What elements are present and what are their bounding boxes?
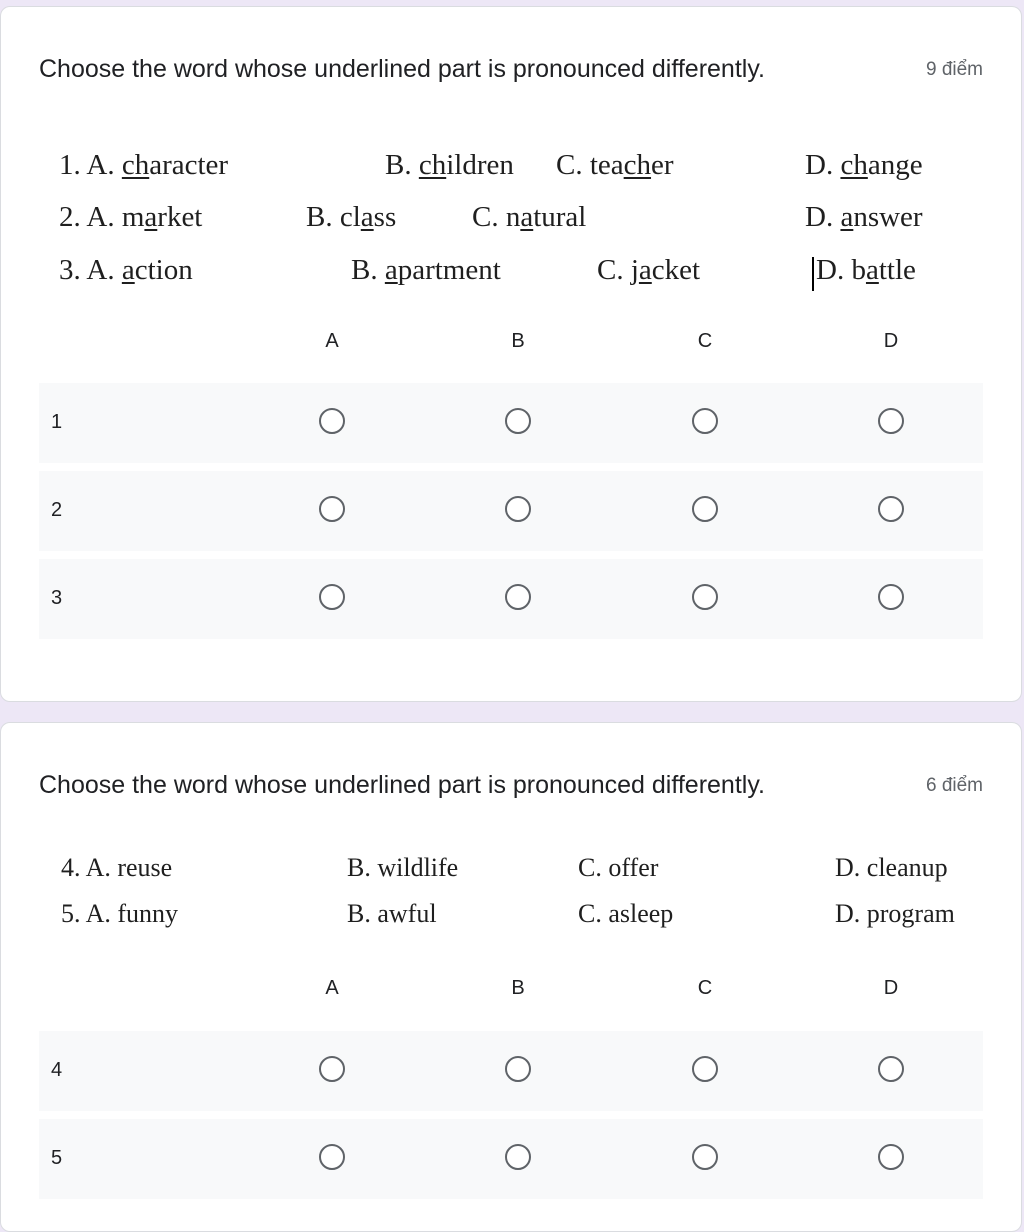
points-label: 6 điểm: [925, 775, 983, 796]
item-3-option-c: C. jacket: [597, 254, 701, 286]
column-header-b: B: [511, 977, 525, 999]
item-2-option-c: C. natural: [472, 201, 587, 233]
item-3-option-d: D. battle: [816, 254, 916, 286]
radio-2-a[interactable]: [319, 496, 345, 522]
grid-row-5: [39, 1119, 983, 1199]
radio-4-c[interactable]: [692, 1056, 718, 1082]
item-1-option-a: 1. A. character: [59, 149, 229, 181]
column-header-c: C: [697, 330, 713, 352]
radio-5-d[interactable]: [878, 1144, 904, 1170]
radio-2-d[interactable]: [878, 496, 904, 522]
column-header-b: B: [511, 330, 525, 352]
question-card-2: [0, 722, 1022, 1232]
row-label: 2: [51, 499, 63, 521]
radio-4-d[interactable]: [878, 1056, 904, 1082]
row-label: 3: [51, 587, 63, 609]
radio-1-c[interactable]: [692, 408, 718, 434]
column-header-d: D: [883, 330, 899, 352]
radio-3-b[interactable]: [505, 584, 531, 610]
radio-4-b[interactable]: [505, 1056, 531, 1082]
item-1-option-b: B. children: [385, 149, 514, 181]
radio-4-a[interactable]: [319, 1056, 345, 1082]
radio-3-d[interactable]: [878, 584, 904, 610]
question-title: Choose the word whose underlined part is pronounced differently.: [39, 771, 765, 799]
item-1-option-c: C. teacher: [556, 149, 674, 181]
radio-2-b[interactable]: [505, 496, 531, 522]
item-5-option-b: B. awful: [347, 899, 437, 928]
grid-row-3: [39, 559, 983, 639]
column-header-d: D: [883, 977, 899, 999]
radio-2-c[interactable]: [692, 496, 718, 522]
radio-1-d[interactable]: [878, 408, 904, 434]
grid-row-1: [39, 383, 983, 463]
grid-row-4: [39, 1031, 983, 1111]
grid-row-2: [39, 471, 983, 551]
question-card-1: [0, 6, 1022, 702]
item-2-option-d: D. answer: [805, 201, 923, 233]
item-4-option-d: D. cleanup: [835, 853, 948, 882]
radio-3-c[interactable]: [692, 584, 718, 610]
item-4-option-b: B. wildlife: [347, 853, 459, 882]
item-2-option-a: 2. A. market: [59, 201, 203, 233]
points-label: 9 điểm: [925, 59, 983, 80]
item-4-option-c: C. offer: [578, 853, 659, 882]
radio-5-b[interactable]: [505, 1144, 531, 1170]
item-5-option-d: D. program: [835, 899, 955, 928]
row-label: 4: [51, 1059, 63, 1081]
column-header-a: A: [325, 977, 339, 999]
item-4-option-a: 4. A. reuse: [61, 853, 173, 882]
radio-1-b[interactable]: [505, 408, 531, 434]
column-header-a: A: [325, 330, 339, 352]
question-title: Choose the word whose underlined part is pronounced differently.: [39, 55, 765, 83]
item-5-option-c: C. asleep: [578, 899, 674, 928]
radio-5-c[interactable]: [692, 1144, 718, 1170]
radio-3-a[interactable]: [319, 584, 345, 610]
item-2-option-b: B. class: [306, 201, 397, 233]
radio-5-a[interactable]: [319, 1144, 345, 1170]
radio-1-a[interactable]: [319, 408, 345, 434]
item-3-option-a: 3. A. action: [59, 254, 193, 286]
item-1-option-d: D. change: [805, 149, 923, 181]
text-cursor: [812, 257, 814, 291]
item-3-option-b: B. apartment: [351, 254, 501, 286]
item-5-option-a: 5. A. funny: [61, 899, 178, 928]
row-label: 5: [51, 1147, 63, 1169]
row-label: 1: [51, 411, 63, 433]
column-header-c: C: [697, 977, 713, 999]
